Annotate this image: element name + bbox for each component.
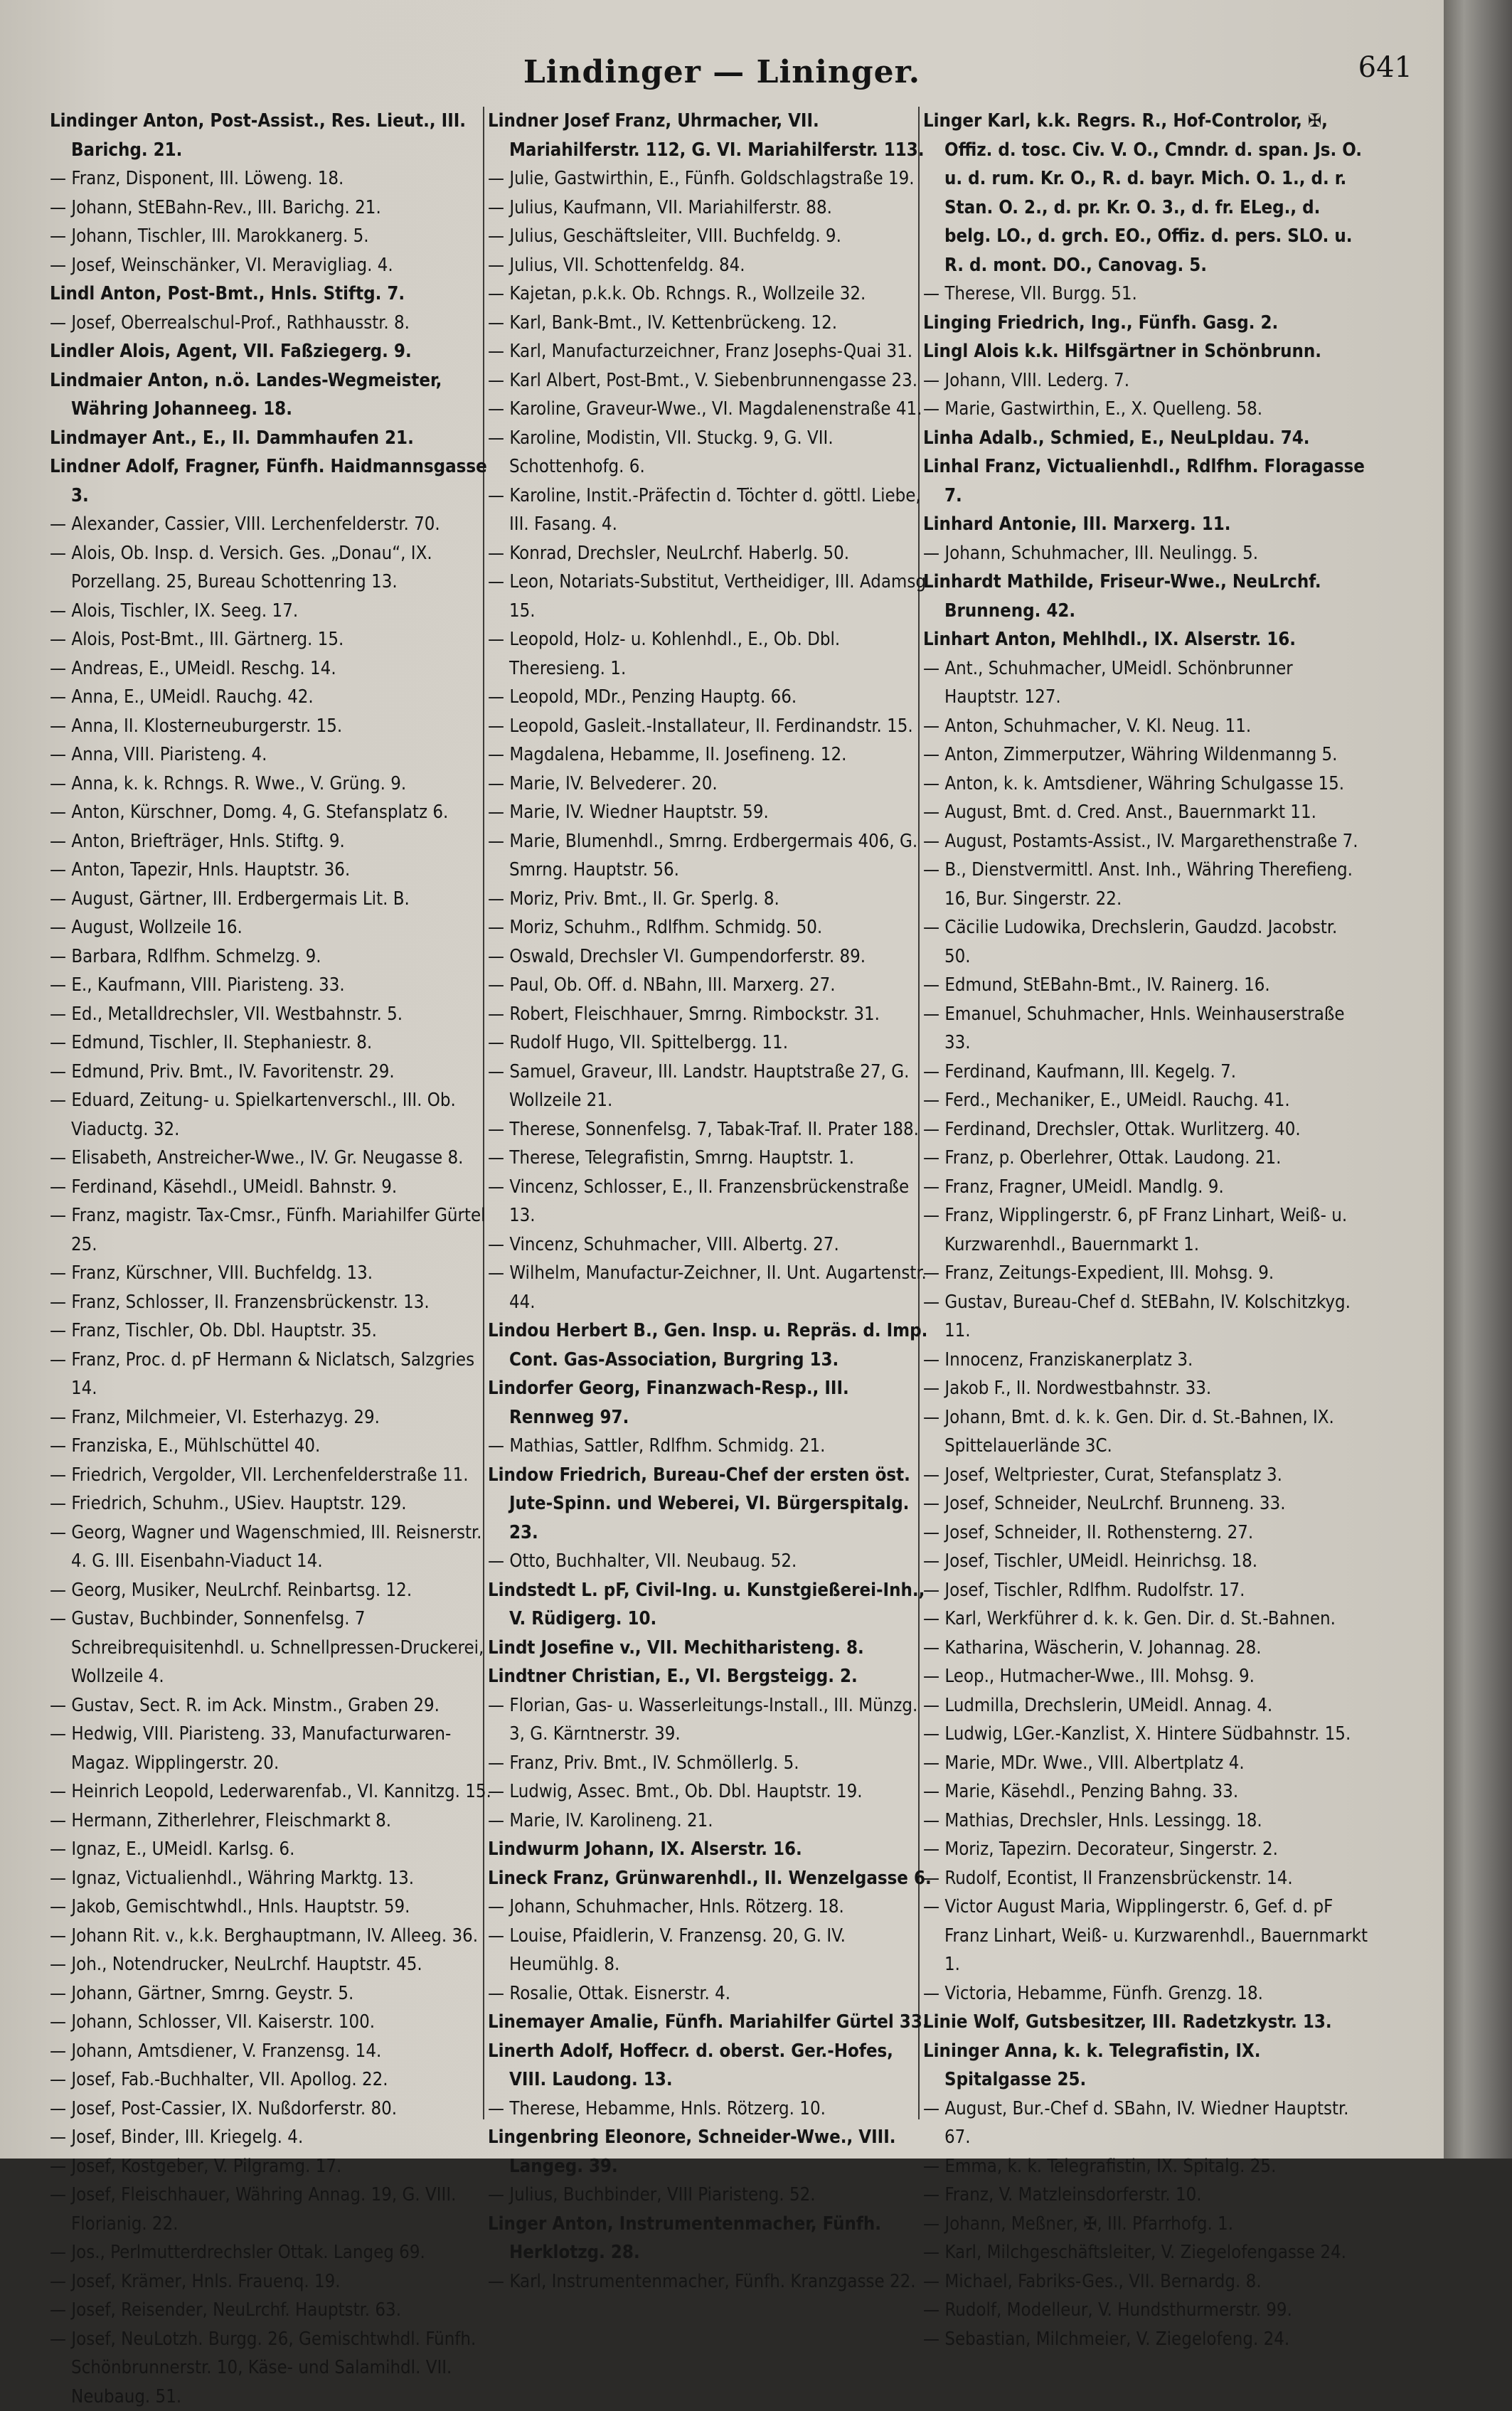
column-1 bbox=[50, 107, 495, 2411]
directory-entry: — Marie, Blumenhdl., Smrng. Erdbergermais 406, G. Smrng. Hauptstr. 56. bbox=[488, 827, 933, 885]
directory-entry: Lindinger Anton, Post-Assist., Res. Lieut., III. Barichg. 21. bbox=[50, 107, 495, 164]
directory-entry: Linger Karl, k.k. Regrs. R., Hof-Controlor, ✠, Offiz. d. tosc. Civ. V. O., Cmndr. d. span. Js. O. u. d. rum. Kr. O., R. d. bayr. Mich. O. 1., d. r. Stan. O. 2., d. pr. Kr. O. 3., d. fr. ELeg., d. belg. LO., d. grch. EO., Offiz. d. pers. SLO. u. R. d. mont. DO., Canovag. 5. bbox=[923, 107, 1368, 280]
directory-entry: — Franz, Schlosser, II. Franzensbrückenstr. 13. bbox=[50, 1288, 495, 1317]
directory-entry: — Oswald, Drechsler VI. Gumpendorferstr. 89. bbox=[488, 942, 933, 972]
directory-entry: — Josef, Kostgeber, V. Pilgramg. 17. bbox=[50, 2152, 495, 2181]
directory-entry: — Karl, Milchgeschäftsleiter, V. Ziegelofengasse 24. bbox=[923, 2238, 1368, 2267]
directory-entry: — Julius, VII. Schottenfeldg. 84. bbox=[488, 251, 933, 280]
directory-entry: — Louise, Pfaidlerin, V. Franzensg. 20, G. IV. Heumühlg. 8. bbox=[488, 1922, 933, 1979]
directory-entry: — Franz, Wipplingerstr. 6, pF Franz Linhart, Weiß- u. Kurzwarenhdl., Bauernmarkt 1. bbox=[923, 1201, 1368, 1259]
directory-entry: — Josef, Schneider, II. Rothensterng. 27. bbox=[923, 1518, 1368, 1548]
directory-entry: — Therese, Hebamme, Hnls. Rötzerg. 10. bbox=[488, 2095, 933, 2124]
directory-entry: — Johann, Schuhmacher, III. Neulingg. 5. bbox=[923, 539, 1368, 568]
directory-entry: — Johann, Schlosser, VII. Kaiserstr. 100. bbox=[50, 2008, 495, 2037]
directory-entry: — Rosalie, Ottak. Eisnerstr. 4. bbox=[488, 1979, 933, 2008]
directory-entry: Linie Wolf, Gutsbesitzer, III. Radetzkystr. 13. bbox=[923, 2008, 1368, 2037]
directory-entry: — Georg, Wagner und Wagenschmied, III. Reisnerstr. 4. G. III. Eisenbahn-Viaduct 14. bbox=[50, 1518, 495, 1576]
directory-entry: — Anton, k. k. Amtsdiener, Währing Schulgasse 15. bbox=[923, 770, 1368, 799]
directory-entry: — Ignaz, E., UMeidl. Karlsg. 6. bbox=[50, 1835, 495, 1864]
directory-entry: — Elisabeth, Anstreicher-Wwe., IV. Gr. Neugasse 8. bbox=[50, 1144, 495, 1173]
directory-entry: — Sebastian, Milchmeier, V. Ziegelofeng. 24. bbox=[923, 2325, 1368, 2354]
directory-entry: — Moriz, Schuhm., Rdlfhm. Schmidg. 50. bbox=[488, 913, 933, 942]
directory-entry: — Franz, Fragner, UMeidl. Mandlg. 9. bbox=[923, 1173, 1368, 1202]
directory-entry: — Alois, Tischler, IX. Seeg. 17. bbox=[50, 597, 495, 626]
directory-entry: — Heinrich Leopold, Lederwarenfab., VI. Kannitzg. 15. bbox=[50, 1777, 495, 1806]
directory-entry: — Marie, MDr. Wwe., VIII. Albertplatz 4. bbox=[923, 1749, 1368, 1778]
directory-entry: — Ludmilla, Drechslerin, UMeidl. Annag. 4. bbox=[923, 1691, 1368, 1720]
directory-entry: — E., Kaufmann, VIII. Piaristeng. 33. bbox=[50, 971, 495, 1000]
directory-entry: — Julius, Geschäftsleiter, VIII. Buchfeldg. 9. bbox=[488, 222, 933, 251]
directory-entry: Lindmaier Anton, n.ö. Landes-Wegmeister, Währing Johanneeg. 18. bbox=[50, 366, 495, 424]
directory-entry: — August, Wollzeile 16. bbox=[50, 913, 495, 942]
directory-entry: — Johann, Gärtner, Smrng. Geystr. 5. bbox=[50, 1979, 495, 2008]
directory-entry: — Johann, StEBahn-Rev., III. Barichg. 21. bbox=[50, 193, 495, 223]
directory-entry: Lindler Alois, Agent, VII. Faßziegerg. 9. bbox=[50, 337, 495, 366]
directory-entry: — B., Dienstvermittl. Anst. Inh., Währing Therefieng. 16, Bur. Singerstr. 22. bbox=[923, 856, 1368, 913]
directory-entry: — Eduard, Zeitung- u. Spielkartenverschl., III. Ob. Viaductg. 32. bbox=[50, 1086, 495, 1144]
directory-entry: — Emanuel, Schuhmacher, Hnls. Weinhauserstraße 33. bbox=[923, 1000, 1368, 1058]
directory-entry: Linha Adalb., Schmied, E., NeuLpldau. 74. bbox=[923, 424, 1368, 453]
directory-entry: — Karoline, Modistin, VII. Stuckg. 9, G. VII. Schottenhofg. 6. bbox=[488, 424, 933, 481]
directory-entry: — Marie, IV. Belvederег. 20. bbox=[488, 770, 933, 799]
directory-entry: Lindtner Christian, E., VI. Bergsteigg. 2. bbox=[488, 1662, 933, 1691]
directory-entry: — Karl, Bank-Bmt., IV. Kettenbrückeng. 12. bbox=[488, 309, 933, 338]
directory-entry: — Julius, Buchbinder, VIII Piaristeng. 52. bbox=[488, 2181, 933, 2210]
directory-entry: — Josef, Post-Cassier, IX. Nußdorferstr. 80. bbox=[50, 2095, 495, 2124]
directory-entry: — Andreas, E., UMeidl. Reschg. 14. bbox=[50, 654, 495, 683]
directory-entry: Lininger Anna, k. k. Telegrafistin, IX. Spitalgasse 25. bbox=[923, 2037, 1368, 2095]
directory-entry: — Johann, Bmt. d. k. k. Gen. Dir. d. St.-Bahnen, IX. Spittelauerlände 3C. bbox=[923, 1403, 1368, 1461]
directory-entry: — Franz, Kürschner, VIII. Buchfeldg. 13. bbox=[50, 1259, 495, 1288]
directory-entry: — Edmund, Priv. Bmt., IV. Favoritenstr. 29. bbox=[50, 1058, 495, 1087]
directory-entry: — Johann, Schuhmacher, Hnls. Rötzerg. 18. bbox=[488, 1893, 933, 1922]
directory-entry: Lindt Josefine v., VII. Mechitharisteng. 8. bbox=[488, 1634, 933, 1663]
directory-entry: — Josef, Weinschänker, VI. Meravigliag. 4. bbox=[50, 251, 495, 280]
directory-entry: — Josef, Fab.-Buchhalter, VII. Apollog. 22. bbox=[50, 2065, 495, 2095]
directory-entry: — Anna, k. k. Rchngs. R. Wwe., V. Grüng. 9. bbox=[50, 770, 495, 799]
directory-entry: — Franz, p. Oberlehrer, Ottak. Laudong. 21. bbox=[923, 1144, 1368, 1173]
directory-entry: — Therese, Sonnenfelsg. 7, Tabak-Traf. II. Prater 188. bbox=[488, 1115, 933, 1144]
directory-entry: — Franz, Priv. Bmt., IV. Schmöllerlg. 5. bbox=[488, 1749, 933, 1778]
directory-entry: — Rudolf, Econtist, II Franzensbrückenstr. 14. bbox=[923, 1864, 1368, 1893]
page-header bbox=[0, 41, 1444, 98]
directory-entry: — Marie, Gastwirthin, E., X. Quelleng. 58. bbox=[923, 395, 1368, 424]
directory-entry: — Anton, Schuhmacher, V. Kl. Neug. 11. bbox=[923, 712, 1368, 741]
directory-entry: — Joh., Notendrucker, NeuLrchf. Hauptstr. 45. bbox=[50, 1950, 495, 1979]
directory-entry: — Edmund, Tischler, II. Stephaniestr. 8. bbox=[50, 1028, 495, 1058]
directory-entry: — Rudolf, Modelleur, V. Hundsthurmerstr. 99. bbox=[923, 2296, 1368, 2325]
directory-entry: Lindstedt L. pF, Civil-Ing. u. Kunstgießerei-Inh., V. Rüdigerg. 10. bbox=[488, 1576, 933, 1634]
directory-entry: — Hedwig, VIII. Piaristeng. 33, Manufacturwaren-Magaz. Wipplingerstr. 20. bbox=[50, 1720, 495, 1777]
directory-entry: — Marie, IV. Wiedner Hauptstr. 59. bbox=[488, 798, 933, 827]
directory-entry: Lindner Adolf, Fragner, Fünfh. Haidmannsgasse 3. bbox=[50, 452, 495, 510]
directory-entry: — Georg, Musiker, NeuLrchf. Reinbartsg. 12. bbox=[50, 1576, 495, 1605]
directory-entry: Linerth Adolf, Hoffecr. d. oberst. Ger.-Hofes, VIII. Laudong. 13. bbox=[488, 2037, 933, 2095]
directory-entry: — Emma, k. k. Telegrafistin, IX. Spitalg. 25. bbox=[923, 2152, 1368, 2181]
directory-entry: — Karl, Werkführer d. k. k. Gen. Dir. d. St.-Bahnen. bbox=[923, 1604, 1368, 1634]
directory-entry: Lindorfer Georg, Finanzwach-Resp., III. Rennweg 97. bbox=[488, 1374, 933, 1432]
directory-entry: — Katharina, Wäscherin, V. Johannag. 28. bbox=[923, 1634, 1368, 1663]
directory-entry: Linger Anton, Instrumentenmacher, Fünfh. Herklotzg. 28. bbox=[488, 2210, 933, 2267]
directory-entry: Lindou Herbert B., Gen. Insp. u. Repräs. d. Imp. Cont. Gas-Association, Burgring 13. bbox=[488, 1316, 933, 1374]
directory-entry: — Leon, Notariats-Substitut, Vertheidiger, III. Adamsg. 15. bbox=[488, 568, 933, 625]
directory-entry: — Karoline, Instit.-Präfectin d. Töchter d. göttl. Liebe, III. Fasang. 4. bbox=[488, 481, 933, 539]
directory-entry: — Ignaz, Victualienhdl., Währing Marktg. 13. bbox=[50, 1864, 495, 1893]
directory-entry: — Josef, Binder, III. Kriegelg. 4. bbox=[50, 2123, 495, 2152]
directory-entry: Linhart Anton, Mehlhdl., IX. Alserstr. 16. bbox=[923, 625, 1368, 654]
directory-entry: — Leopold, MDr., Penzing Hauptg. 66. bbox=[488, 683, 933, 712]
directory-entry: — Therese, Telegrafistin, Smrng. Hauptstr. 1. bbox=[488, 1144, 933, 1173]
directory-entry: — Jos., Perlmutterdrechsler Ottak. Langeg 69. bbox=[50, 2238, 495, 2267]
directory-entry: — Franz, Tischler, Ob. Dbl. Hauptstr. 35. bbox=[50, 1316, 495, 1346]
directory-entry: — Anton, Zimmerputzer, Währing Wildenmanng 5. bbox=[923, 740, 1368, 770]
directory-entry: — Franz, Zeitungs-Expedient, III. Mohsg. 9. bbox=[923, 1259, 1368, 1288]
directory-entry: — Moriz, Tapezirn. Decorateur, Singerstr. 2. bbox=[923, 1835, 1368, 1864]
directory-entry: — Franz, Milchmeier, VI. Esterhazyg. 29. bbox=[50, 1403, 495, 1432]
directory-entry: — Ed., Metalldrechsler, VII. Westbahnstr. 5. bbox=[50, 1000, 495, 1029]
directory-entry: — Gustav, Sect. R. im Ack. Minstm., Graben 29. bbox=[50, 1691, 495, 1720]
directory-entry: — Karl Albert, Post-Bmt., V. Siebenbrunnengasse 23. bbox=[488, 366, 933, 395]
directory-entry: — Johann, Amtsdiener, V. Franzensg. 14. bbox=[50, 2037, 495, 2066]
directory-entry: — Ferdinand, Drechsler, Ottak. Wurlitzerg. 40. bbox=[923, 1115, 1368, 1144]
directory-entry: — Friedrich, Schuhm., USiev. Hauptstr. 129. bbox=[50, 1489, 495, 1518]
directory-entry: — Konrad, Drechsler, NeuLrchf. Haberlg. 50. bbox=[488, 539, 933, 568]
directory-entry: — Otto, Buchhalter, VII. Neubaug. 52. bbox=[488, 1547, 933, 1576]
column-2 bbox=[488, 107, 933, 2296]
directory-entry: — Alois, Ob. Insp. d. Versich. Ges. „Donau“, IX. Porzellang. 25, Bureau Schottenring 13. bbox=[50, 539, 495, 597]
directory-entry: — Johann Rit. v., k.k. Berghauptmann, IV. Alleeg. 36. bbox=[50, 1922, 495, 1951]
directory-entry: — Magdalena, Hebamme, II. Josefineng. 12. bbox=[488, 740, 933, 770]
directory-entry: — August, Bmt. d. Cred. Anst., Bauernmarkt 11. bbox=[923, 798, 1368, 827]
directory-entry: Lingenbring Eleonore, Schneider-Wwe., VIII. Langeg. 39. bbox=[488, 2123, 933, 2181]
directory-entry: — Barbara, Rdlfhm. Schmelzg. 9. bbox=[50, 942, 495, 972]
directory-entry: Linhardt Mathilde, Friseur-Wwe., NeuLrchf. Brunneng. 42. bbox=[923, 568, 1368, 625]
directory-entry: — Ludwig, Assec. Bmt., Ob. Dbl. Hauptstr. 19. bbox=[488, 1777, 933, 1806]
directory-entry: — Florian, Gas- u. Wasserleitungs-Install., III. Münzg. 3, G. Kärntnerstr. 39. bbox=[488, 1691, 933, 1749]
running-title: Lindinger — Lininger. bbox=[0, 54, 1444, 90]
directory-entry: — Karoline, Graveur-Wwe., VI. Magdalenenstraße 41. bbox=[488, 395, 933, 424]
directory-entry: — Josef, NeuLotzh. Burgg. 26, Gemischtwhdl. Fünfh. Schönbrunnerstr. 10, Käse- und Salamihdl. VII. Neubaug. 51. bbox=[50, 2325, 495, 2411]
directory-entry: — Josef, Weltpriester, Curat, Stefansplatz 3. bbox=[923, 1461, 1368, 1490]
directory-entry: — Alexander, Cassier, VIII. Lerchenfelderstr. 70. bbox=[50, 510, 495, 539]
directory-entry: — Leopold, Holz- u. Kohlenhdl., E., Ob. Dbl. Theresieng. 1. bbox=[488, 625, 933, 683]
directory-entry: — Johann, Tischler, III. Marokkanerg. 5. bbox=[50, 222, 495, 251]
directory-entry: Lindow Friedrich, Bureau-Chef der ersten öst. Jute-Spinn. und Weberei, VI. Bürgerspitalg. 23. bbox=[488, 1461, 933, 1548]
directory-entry: — August, Postamts-Assist., IV. Margarethenstraße 7. bbox=[923, 827, 1368, 856]
directory-entry: — Leopold, Gasleit.-Installateur, II. Ferdinandstr. 15. bbox=[488, 712, 933, 741]
directory-entry: — Franz, magistr. Tax-Cmsr., Fünfh. Mariahilfer Gürtel 25. bbox=[50, 1201, 495, 1259]
directory-entry: — Therese, VII. Burgg. 51. bbox=[923, 280, 1368, 309]
directory-entry: — Cäcilie Ludowika, Drechslerin, Gaudzd. Jacobstr. 50. bbox=[923, 913, 1368, 971]
page-number: 641 bbox=[1358, 51, 1412, 84]
directory-entry: — Moriz, Priv. Bmt., II. Gr. Sperlg. 8. bbox=[488, 885, 933, 914]
directory-entry: Lindwurm Johann, IX. Alserstr. 16. bbox=[488, 1835, 933, 1864]
directory-entry: Lindner Josef Franz, Uhrmacher, VII. Mariahilferstr. 112, G. VI. Mariahilferstr. 113. bbox=[488, 107, 933, 164]
directory-entry: — Anna, E., UMeidl. Rauchg. 42. bbox=[50, 683, 495, 712]
directory-entry: — Ant., Schuhmacher, UMeidl. Schönbrunner Hauptstr. 127. bbox=[923, 654, 1368, 712]
directory-entry: — Karl, Manufacturzeichner, Franz Josephs-Quai 31. bbox=[488, 337, 933, 366]
directory-entry: Lingl Alois k.k. Hilfsgärtner in Schönbrunn. bbox=[923, 337, 1368, 366]
directory-entry: — Alois, Post-Bmt., III. Gärtnerg. 15. bbox=[50, 625, 495, 654]
directory-entry: — Anna, II. Klosterneuburgerstr. 15. bbox=[50, 712, 495, 741]
directory-entry: — Marie, IV. Karolineng. 21. bbox=[488, 1806, 933, 1836]
directory-entry: — Vincenz, Schlosser, E., II. Franzensbrückenstraße 13. bbox=[488, 1173, 933, 1230]
directory-entry: — Josef, Reisender, NeuLrchf. Hauptstr. 63. bbox=[50, 2296, 495, 2325]
directory-entry: — Anton, Tapezir, Hnls. Hauptstr. 36. bbox=[50, 856, 495, 885]
directory-entry: Linhard Antonie, III. Marxerg. 11. bbox=[923, 510, 1368, 539]
directory-entry: Linemayer Amalie, Fünfh. Mariahilfer Gürtel 33. bbox=[488, 2008, 933, 2037]
directory-entry: Lineck Franz, Grünwarenhdl., II. Wenzelgasse 6. bbox=[488, 1864, 933, 1893]
directory-entry: — Julie, Gastwirthin, E., Fünfh. Goldschlagstraße 19. bbox=[488, 164, 933, 193]
directory-entry: — August, Gärtner, III. Erdbergermais Lit. B. bbox=[50, 885, 495, 914]
directory-entry: — Anton, Kürschner, Domg. 4, G. Stefansplatz 6. bbox=[50, 798, 495, 827]
directory-entry: — Franz, Disponent, III. Löweng. 18. bbox=[50, 164, 495, 193]
directory-entry: — Johann, Meßner, ✠, III. Pfarrhofg. 1. bbox=[923, 2210, 1368, 2239]
directory-entry: — Josef, Tischler, UMeidl. Heinrichsg. 18. bbox=[923, 1547, 1368, 1576]
directory-entry: — Friedrich, Vergolder, VII. Lerchenfelderstraße 11. bbox=[50, 1461, 495, 1490]
directory-entry: — Jakob F., II. Nordwestbahnstr. 33. bbox=[923, 1374, 1368, 1403]
directory-entry: — Vincenz, Schuhmacher, VIII. Albertg. 27. bbox=[488, 1230, 933, 1260]
directory-entry: — Paul, Ob. Off. d. NBahn, III. Marxerg. 27. bbox=[488, 971, 933, 1000]
directory-entry: — Samuel, Graveur, III. Landstr. Hauptstraße 27, G. Wollzeile 21. bbox=[488, 1058, 933, 1115]
directory-entry: — Josef, Fleischhauer, Währing Annag. 19, G. VIII. Florianig. 22. bbox=[50, 2181, 495, 2238]
directory-entry: Linging Friedrich, Ing., Fünfh. Gasg. 2. bbox=[923, 309, 1368, 338]
directory-entry: — Leop., Hutmacher-Wwe., III. Mohsg. 9. bbox=[923, 1662, 1368, 1691]
directory-entry: — Innocenz, Franziskanerplatz 3. bbox=[923, 1346, 1368, 1375]
directory-entry: — Ferdinand, Kaufmann, III. Kegelg. 7. bbox=[923, 1058, 1368, 1087]
directory-entry: — Victor August Maria, Wipplingerstr. 6, Gef. d. pF Franz Linhart, Weiß- u. Kurzwarenhdl., Bauernmarkt 1. bbox=[923, 1893, 1368, 1979]
directory-entry: — Gustav, Bureau-Chef d. StEBahn, IV. Kolschitzkyg. 11. bbox=[923, 1288, 1368, 1346]
directory-entry: — Karl, Instrumentenmacher, Fünfh. Kranzgasse 22. bbox=[488, 2267, 933, 2296]
directory-entry: Linhal Franz, Victualienhdl., Rdlfhm. Floragasse 7. bbox=[923, 452, 1368, 510]
directory-entry: — Victoria, Hebamme, Fünfh. Grenzg. 18. bbox=[923, 1979, 1368, 2008]
directory-entry: — Josef, Oberrealschul-Prof., Rathhausstr. 8. bbox=[50, 309, 495, 338]
directory-entry: — Josef, Krämer, Hnls. Frauenq. 19. bbox=[50, 2267, 495, 2296]
directory-entry: — Edmund, StEBahn-Bmt., IV. Rainerg. 16. bbox=[923, 971, 1368, 1000]
directory-entry: — Anton, Briefträger, Hnls. Stiftg. 9. bbox=[50, 827, 495, 856]
book-edge bbox=[1444, 0, 1512, 2159]
directory-entry: — Hermann, Zitherlehrer, Fleischmarkt 8. bbox=[50, 1806, 495, 1836]
column-3 bbox=[923, 107, 1368, 2353]
directory-entry: — August, Bur.-Chef d. SBahn, IV. Wiedner Hauptstr. 67. bbox=[923, 2095, 1368, 2152]
directory-entry: — Franz, V. Matzleinsdorferstr. 10. bbox=[923, 2181, 1368, 2210]
directory-entry: — Wilhelm, Manufactur-Zeichner, II. Unt. Augartenstr. 44. bbox=[488, 1259, 933, 1316]
directory-entry: — Anna, VIII. Piaristeng. 4. bbox=[50, 740, 495, 770]
directory-entry: — Josef, Schneider, NeuLrchf. Brunneng. 33. bbox=[923, 1489, 1368, 1518]
directory-entry: — Gustav, Buchbinder, Sonnenfelsg. 7 Schreibrequisitenhdl. u. Schnellpressen-Druckerei, Wollzeile 4. bbox=[50, 1604, 495, 1691]
directory-entry: — Josef, Tischler, Rdlfhm. Rudolfstr. 17. bbox=[923, 1576, 1368, 1605]
directory-entry: — Robert, Fleischhauer, Smrng. Rimbockstr. 31. bbox=[488, 1000, 933, 1029]
directory-entry: — Ludwig, LGer.-Kanzlist, X. Hintere Südbahnstr. 15. bbox=[923, 1720, 1368, 1749]
directory-entry: — Rudolf Hugo, VII. Spittelbergg. 11. bbox=[488, 1028, 933, 1058]
directory-entry: Lindmayer Ant., E., II. Dammhaufen 21. bbox=[50, 424, 495, 453]
directory-entry: — Mathias, Drechsler, Hnls. Lessingg. 18. bbox=[923, 1806, 1368, 1836]
directory-entry: — Johann, VIII. Lederg. 7. bbox=[923, 366, 1368, 395]
directory-entry: — Julius, Kaufmann, VII. Mariahilferstr. 88. bbox=[488, 193, 933, 223]
directory-entry: — Ferd., Mechaniker, E., UMeidl. Rauchg. 41. bbox=[923, 1086, 1368, 1115]
directory-entry: — Marie, Käsehdl., Penzing Bahng. 33. bbox=[923, 1777, 1368, 1806]
directory-entry: — Jakob, Gemischtwhdl., Hnls. Hauptstr. 59. bbox=[50, 1893, 495, 1922]
directory-entry: Lindl Anton, Post-Bmt., Hnls. Stiftg. 7. bbox=[50, 280, 495, 309]
directory-entry: — Kajetan, p.k.k. Ob. Rchngs. R., Wollzeile 32. bbox=[488, 280, 933, 309]
directory-entry: — Michael, Fabriks-Ges., VII. Bernardg. 8. bbox=[923, 2267, 1368, 2296]
directory-entry: — Mathias, Sattler, Rdlfhm. Schmidg. 21. bbox=[488, 1432, 933, 1461]
directory-entry: — Franz, Proc. d. pF Hermann & Niclatsch, Salzgries 14. bbox=[50, 1346, 495, 1403]
directory-entry: — Ferdinand, Käsehdl., UMeidl. Bahnstr. 9. bbox=[50, 1173, 495, 1202]
directory-entry: — Franziska, E., Mühlschüttel 40. bbox=[50, 1432, 495, 1461]
